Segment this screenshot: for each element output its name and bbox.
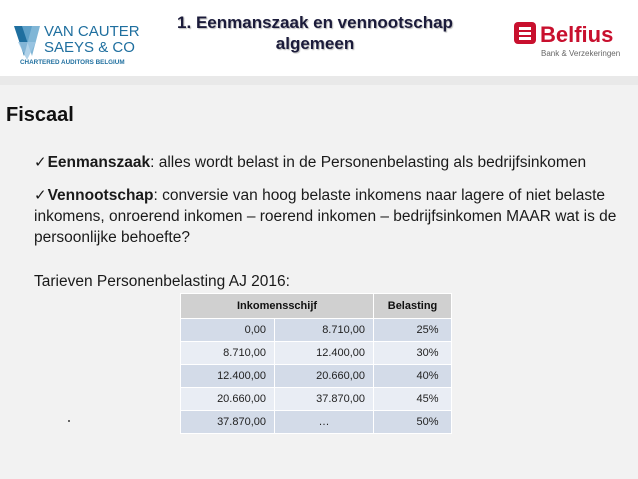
stray-dot [68, 420, 70, 422]
tarieven-label: Tarieven Personenbelasting AJ 2016: [34, 273, 290, 290]
table-row [181, 342, 452, 365]
cell-rate: 30% [374, 342, 452, 365]
belfius-name: Belfius [540, 22, 614, 47]
header-belasting: Belasting [374, 294, 452, 319]
van-cauter-saeys-logo [10, 16, 160, 68]
bullet-text: : alles wordt belast in de Personenbelasting als bedrijfsinkomen [150, 154, 587, 171]
section-heading: Fiscaal [6, 104, 74, 126]
logo-left-tagline: CHARTERED AUDITORS BELGIUM [20, 59, 125, 66]
logo-left-line1: VAN CAUTER [44, 23, 140, 40]
cell-to: 20.660,00 [275, 365, 374, 388]
cell-rate: 40% [374, 365, 452, 388]
table-row [181, 411, 452, 434]
bullet-text-line3: persoonlijke behoefte? [34, 229, 190, 246]
slide-title-line2: algemeen [275, 34, 355, 53]
header-divider-band [0, 76, 638, 85]
cell-to: 8.710,00 [275, 319, 374, 342]
cell-from: 12.400,00 [181, 365, 275, 388]
checkmark-icon: ✓ [34, 154, 47, 171]
slide-title [150, 12, 480, 54]
table-row [181, 365, 452, 388]
slide-header [0, 0, 638, 74]
bullet-text: : conversie van hoog belaste inkomens naar lagere of niet belaste [153, 187, 606, 204]
cell-to: 37.870,00 [275, 388, 374, 411]
belfius-logo [512, 16, 628, 66]
header-inkomensschijf: Inkomensschijf [181, 294, 374, 319]
table-row [181, 388, 452, 411]
cell-rate: 25% [374, 319, 452, 342]
bullet-text-line2: inkomens, onroerend inkomen – roerend inkomen – bedrijfsinkomen MAAR wat is de [34, 208, 617, 225]
cell-from: 8.710,00 [181, 342, 275, 365]
checkmark-icon: ✓ [34, 187, 47, 204]
bullet-eenmanszaak [34, 152, 632, 173]
tax-rate-table [180, 293, 452, 434]
cell-from: 0,00 [181, 319, 275, 342]
table-header-row [181, 294, 452, 319]
cell-rate: 50% [374, 411, 452, 434]
cell-to: … [275, 411, 374, 434]
cell-rate: 45% [374, 388, 452, 411]
cell-to: 12.400,00 [275, 342, 374, 365]
bullet-bold: Eenmanszaak [47, 154, 151, 171]
cell-from: 20.660,00 [181, 388, 275, 411]
table-row [181, 319, 452, 342]
bullet-bold: Vennootschap [47, 187, 154, 204]
logo-left-line2: SAEYS & CO [44, 39, 135, 56]
belfius-tagline: Bank & Verzekeringen [541, 49, 621, 58]
bullet-vennootschap [34, 185, 632, 248]
slide-title-line1: 1. Eenmanszaak en vennootschap [177, 13, 453, 32]
cell-from: 37.870,00 [181, 411, 275, 434]
